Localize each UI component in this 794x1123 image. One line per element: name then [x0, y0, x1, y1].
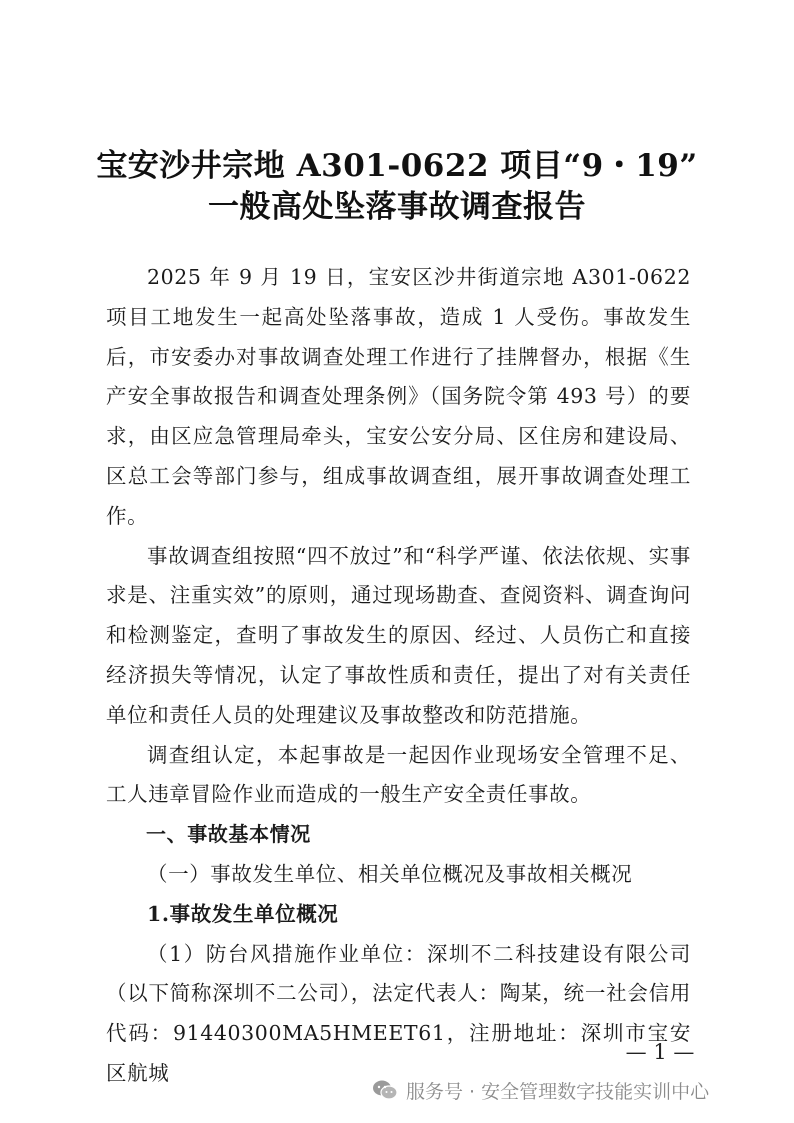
section-heading-basic-info: 一、事故基本情况 — [146, 822, 311, 847]
watermark — [372, 1076, 709, 1104]
paragraph-principles: 事故调查组按照“四不放过”和“科学严谨、依法依规、实事求是、注重实效”的原则，通过现场勘查、查阅资料、调查询问和检测鉴定，查明了事故发生的原因、经过、人员伤亡和直接经济损失等情况，认定了事故性质和责任，提出了对有关责任单位和责任人员的处理建议及事故整改和防范措施。 — [106, 543, 691, 727]
page-number: — 1 — — [625, 1040, 695, 1064]
document-body — [106, 258, 691, 1094]
paragraph-intro: 2025 年 9 月 19 日，宝安区沙井街道宗地 A301-0622 项目工地发生一起高处坠落事故，造成 1 人受伤。事故发生后，市安委办对事故调查处理工作进行了挂牌督办，根据《生产安全事故报告和调查处理条例》（国务院令第 493 号）的要求，由区应急管理局牵头，宝安公安分局、区住房和建设局、区总工会等部门参与，组成事故调查组，展开事故调查处理工作。 — [106, 265, 691, 528]
paragraph-unit-details: （1）防台风措施作业单位：深圳不二科技建设有限公司（以下简称深圳不二公司），法定代表人：陶某，统一社会信用代码：91440300MA5HMEET61，注册地址：深圳市宝安区航城 — [106, 941, 691, 1085]
document-title-line-1: 宝安沙井宗地 A301-0622 项目“9・19” — [96, 148, 698, 184]
item-heading-unit-overview: 1.事故发生单位概况 — [147, 901, 339, 926]
subsection-heading-units: （一）事故发生单位、相关单位概况及事故相关概况 — [147, 861, 633, 886]
watermark-text: 服务号 · 安全管理数字技能实训中心 — [406, 1080, 710, 1103]
document-title-line-2: 一般高处坠落事故调查报告 — [208, 189, 586, 225]
paragraph-conclusion: 调查组认定，本起事故是一起因作业现场安全管理不足、工人违章冒险作业而造成的一般生产安全责任事故。 — [106, 742, 691, 807]
wechat-icon — [372, 1079, 398, 1101]
